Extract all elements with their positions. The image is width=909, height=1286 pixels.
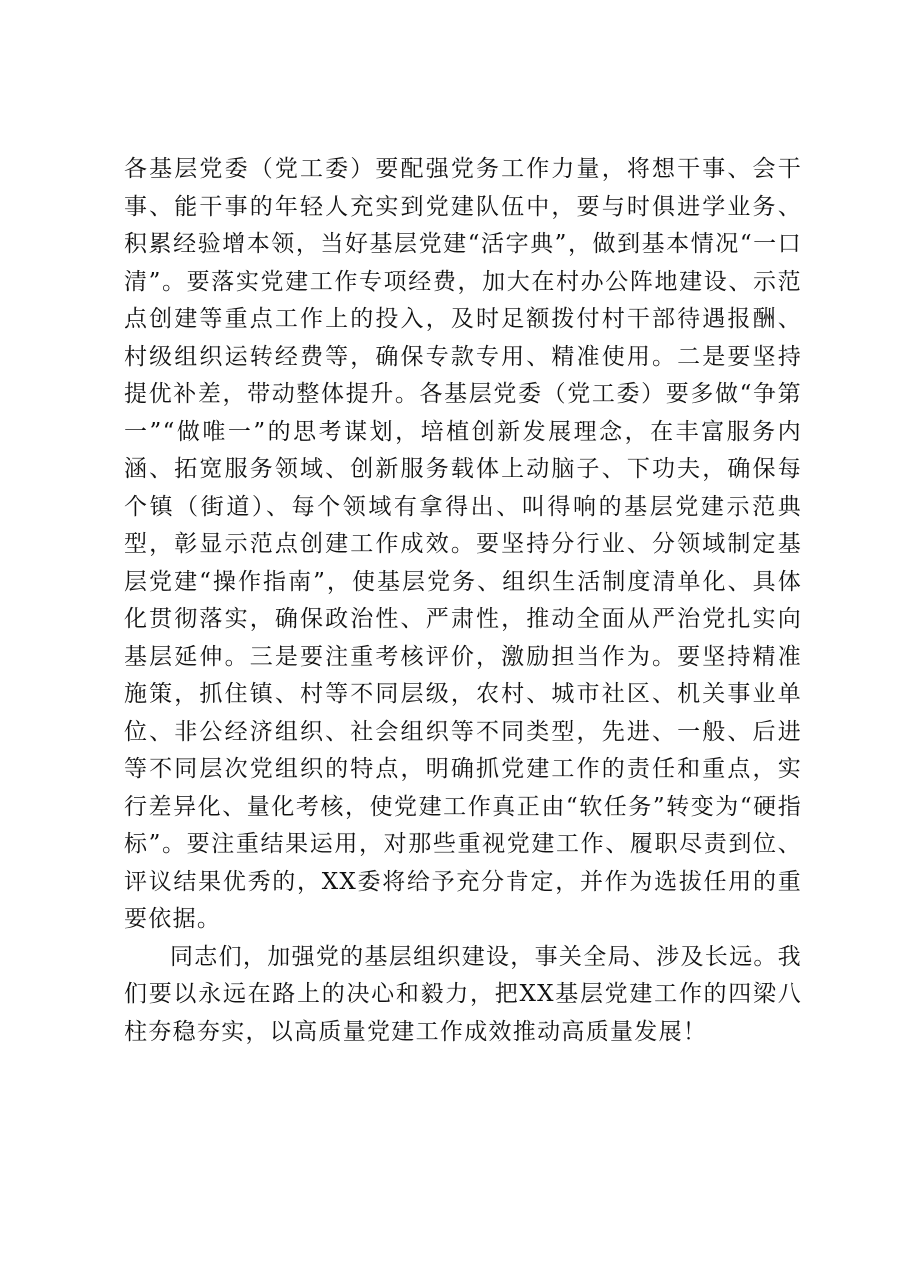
paragraph-continuation: 各基层党委（党工委）要配强党务工作力量，将想干事、会干事、能干事的年轻人充实到党建队伍中，要与时俱进学业务、积累经验增本领，当好基层党建“活字典”，做到基本情况“一口清”。要落实党建工作专项经费，加大在村办公阵地建设、示范点创建等重点工作上的投入，及时足额拨付村干部待遇报酬、村级组织运转经费等，确保专款专用、精准使用。二是要坚持提优补差，带动整体提升。各基层党委（党工委）要多做“争第一”“做唯一”的思考谋划，培植创新发展理念，在丰富服务内涵、拓宽服务领域、创新服务载体上动脑子、下功夫，确保每个镇（街道）、每个领域有拿得出、叫得响的基层党建示范典型，彰显示范点创建工作成效。要坚持分行业、分领域制定基层党建“操作指南”，使基层党务、组织生活制度清单化、具体化贯彻落实，确保政治性、严肃性，推动全面从严治党扎实向基层延伸。三是要注重考核评价，激励担当作为。要坚持精准施策，抓住镇、村等不同层级，农村、城市社区、机关事业单位、非公经济组织、社会组织等不同类型，先进、一般、后进等不同层次党组织的特点，明确抓党建工作的责任和重点，实行差异化、量化考核，使党建工作真正由“软任务”转变为“硬指标”。要注重结果运用，对那些重视党建工作、履职尽责到位、评议结果优秀的，XX委将给予充分肯定，并作为选拔任用的重要依据。 [124, 156, 802, 932]
paragraph-closing: 同志们，加强党的基层组织建设，事关全局、涉及长远。我们要以永远在路上的决心和毅力，把XX基层党建工作的四梁八柱夯稳夯实，以高质量党建工作成效推动高质量发展！ [124, 943, 802, 1045]
document-body [124, 151, 802, 1051]
